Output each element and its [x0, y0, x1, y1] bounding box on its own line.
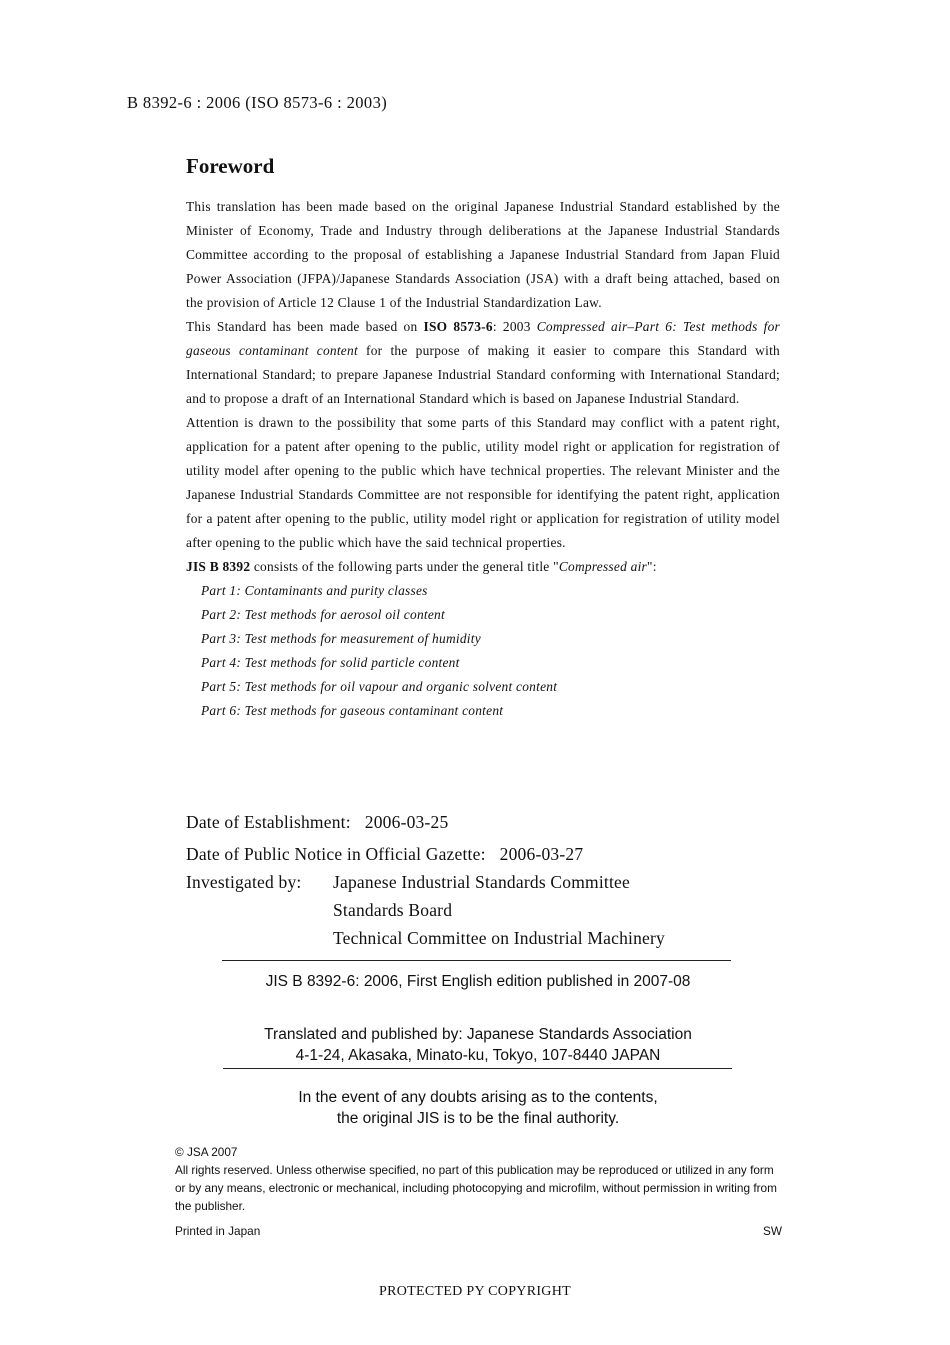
investigated-technical-committee: Technical Committee on Industrial Machinery — [333, 928, 665, 948]
investigated-label: Investigated by: — [186, 872, 302, 892]
authority-line-2: the original JIS is to be the final authority. — [336, 1110, 620, 1127]
publisher-block — [223, 1024, 733, 1066]
print-code: SW — [763, 1224, 783, 1238]
general-title: Compressed air — [558, 559, 647, 574]
parts-list — [186, 579, 780, 723]
jis-reference: JIS B 8392 — [186, 559, 251, 574]
divider-bottom — [223, 1068, 732, 1069]
establishment-label: Date of Establishment: — [186, 812, 351, 832]
authority-note — [223, 1087, 733, 1129]
iso-title: Compressed air–Part 6: Test methods for gaseous contaminant content — [186, 319, 780, 358]
copyright-block — [175, 1143, 787, 1215]
list-item: Part 3: Test methods for measurement of humidity — [201, 631, 481, 646]
basis-text-a: This Standard has been made based on — [186, 319, 424, 334]
list-item: Part 1: Contaminants and purity classes — [201, 583, 428, 598]
foreword-paragraph-patent: Attention is drawn to the possibility that some parts of this Standard may conflict with a patent right, application for a patent after opening to the public, utility model right or application for registration of utility model after opening to the public which have technical properties. The relevant Minister and the Japanese Industrial Standards Committee are not responsible for identifying the patent right, application for a patent after opening to the public, utility model right or application for registration of utility model after opening to the public which have the said technical properties. — [186, 415, 780, 550]
list-item: Part 6: Test methods for gaseous contaminant content — [201, 703, 504, 718]
edition-line: JIS B 8392-6: 2006, First English edition published in 2007-08 — [265, 973, 691, 990]
gazette-date-row — [186, 838, 583, 870]
dates-block — [186, 806, 583, 870]
foreword-paragraph-translation: This translation has been made based on the original Japanese Industrial Standard established by the Minister of Economy, Trade and Industry through deliberations at the Japanese Industrial Standards Committee according to the proposal of establishing a Japanese Industrial Standard from Japan Fluid Power Association (JFPA)/Japanese Standards Association (JSA) with a draft being attached, based on the provision of Article 12 Clause 1 of the Industrial Standardization Law. — [186, 199, 780, 310]
gazette-value: 2006-03-27 — [499, 844, 584, 864]
foreword-paragraph-basis — [186, 315, 780, 411]
foreword-title: Foreword — [186, 154, 275, 178]
investigated-board: Standards Board — [333, 900, 453, 920]
list-item: Part 4: Test methods for solid particle content — [201, 655, 460, 670]
investigated-committee: Japanese Industrial Standards Committee — [333, 872, 630, 892]
foreword-body — [186, 195, 780, 723]
copyright-rights: All rights reserved. Unless otherwise specified, no part of this publication may be reproduced or utilized in any form or by any means, electronic or mechanical, including photocopying and microfilm, without permission in writing from the publisher. — [175, 1163, 777, 1213]
foreword-paragraph-parts-intro — [186, 555, 780, 579]
basis-text-b: : 2003 — [492, 319, 537, 334]
establishment-value: 2006-03-25 — [364, 812, 449, 832]
parts-intro-text-b: ": — [647, 559, 657, 574]
authority-line-1: In the event of any doubts arising as to the contents, — [298, 1089, 658, 1106]
list-item: Part 2: Test methods for aerosol oil content — [201, 607, 445, 622]
protected-notice: PROTECTED PY COPYRIGHT — [379, 1284, 571, 1299]
gazette-label: Date of Public Notice in Official Gazette: — [186, 844, 486, 864]
list-item: Part 5: Test methods for oil vapour and organic solvent content — [201, 679, 558, 694]
publisher-address: 4-1-24, Akasaka, Minato-ku, Tokyo, 107-8440 JAPAN — [295, 1047, 661, 1064]
document-header-code: B 8392-6 : 2006 (ISO 8573-6 : 2003) — [127, 93, 388, 112]
basis-text-c: for the purpose of making it easier to compare this Standard with International Standard; to prepare Japanese Industrial Standard conforming with International Standard; and to propose a draft of an International Standard which is based on Japanese Industrial Standard. — [186, 343, 780, 406]
publisher-line: Translated and published by: Japanese Standards Association — [264, 1026, 692, 1043]
printed-in: Printed in Japan — [175, 1224, 261, 1238]
copyright-symbol-line: © JSA 2007 — [175, 1145, 238, 1159]
establishment-date-row — [186, 806, 583, 838]
iso-reference: ISO 8573-6 — [423, 319, 493, 334]
parts-intro-text-a: consists of the following parts under the general title " — [250, 559, 559, 574]
divider-top — [222, 960, 731, 961]
